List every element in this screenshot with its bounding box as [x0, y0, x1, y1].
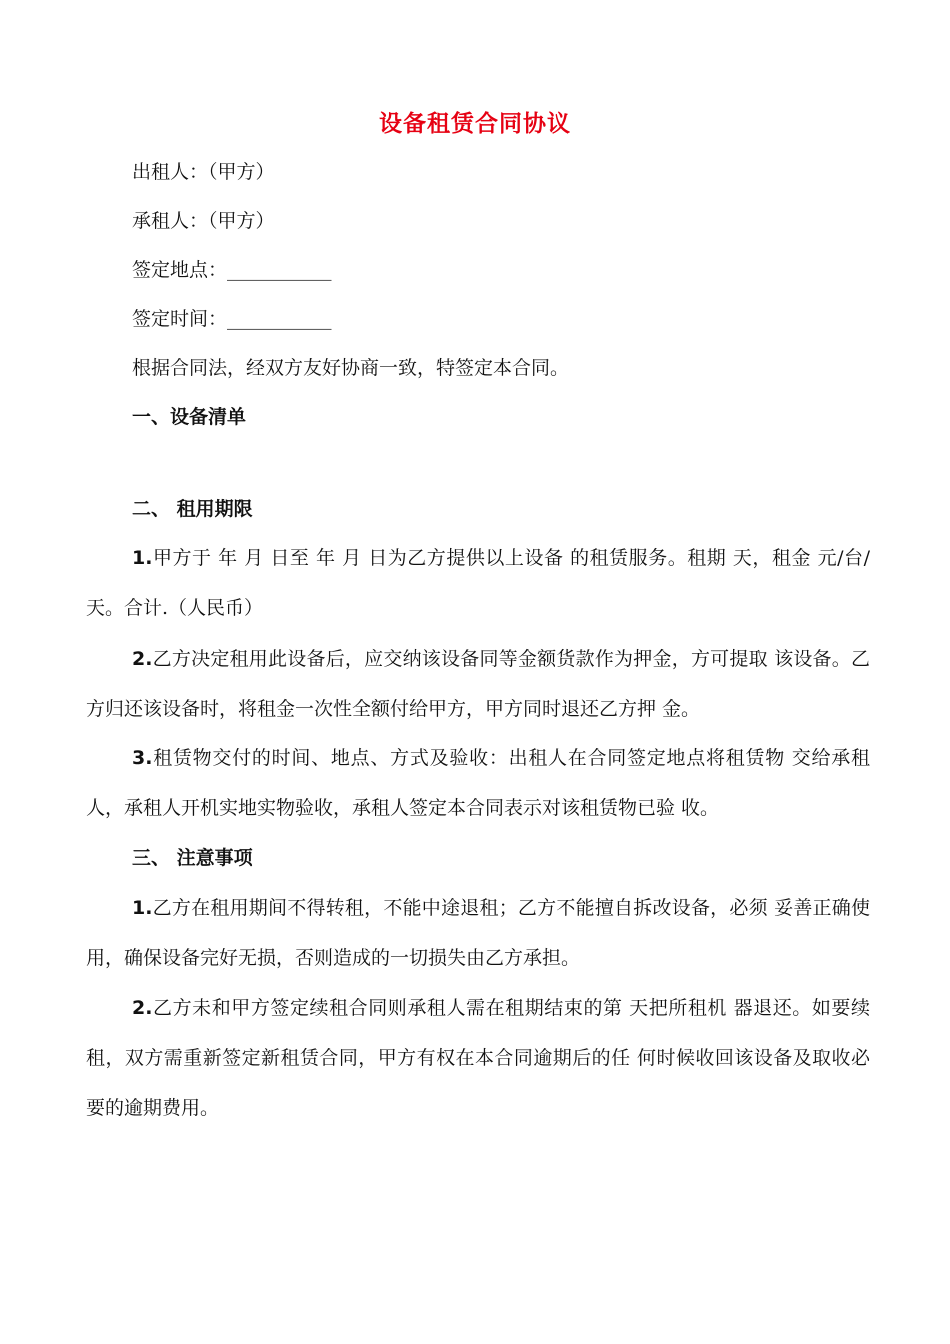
lessor-line: 出租人：（甲方）: [132, 161, 275, 183]
preamble-line: 根据合同法，经双方友好协商一致，特签定本合同。: [132, 357, 570, 379]
item-text: 租赁物交付的时间、地点、方式及验收：出租人在合同签定地点将租赁物 交给承租人，承租人开机实地实物验收，承租人签定本合同表示对该租赁物已验 收。: [86, 747, 870, 819]
item-text: 甲方于 年 月 日至 年 月 日为乙方提供以上设备 的租赁服务。租期 天，租金 元/台/天。合计.（人民币）: [86, 547, 870, 619]
item-number: 2.: [132, 648, 153, 670]
item-number: 3.: [132, 747, 153, 769]
item-text: 乙方未和甲方签定续租合同则承租人需在租期结束的第 天把所租机 器退还。如要续租，双方需重新签定新租赁合同，甲方有权在本合同逾期后的任 何时候收回该设备及取收必要的逾期费用。: [86, 997, 870, 1119]
section-2-item-3: [86, 733, 870, 833]
section-2-item-1: [86, 533, 870, 633]
section-3-heading: 三、 注意事项: [132, 847, 253, 869]
section-3-item-2: [86, 983, 870, 1133]
section-2-item-2: [86, 634, 870, 734]
section-1-heading: 一、设备清单: [132, 406, 247, 428]
item-number: 1.: [132, 897, 153, 919]
sign-time-line: 签定时间：___________: [132, 308, 332, 330]
lessee-line: 承租人：（甲方）: [132, 210, 275, 232]
item-number: 2.: [132, 997, 153, 1019]
item-number: 1.: [132, 547, 153, 569]
sign-place-line: 签定地点：___________: [132, 259, 332, 281]
item-text: 乙方决定租用此设备后，应交纳该设备同等金额货款作为押金，方可提取 该设备。乙方归还该设备时，将租金一次性全额付给甲方，甲方同时退还乙方押 金。: [86, 648, 870, 720]
section-2-heading: 二、 租用期限: [132, 498, 253, 520]
item-text: 乙方在租用期间不得转租，不能中途退租；乙方不能擅自拆改设备，必须 妥善正确使用，确保设备完好无损，否则造成的一切损失由乙方承担。: [86, 897, 870, 969]
document-title: 设备租赁合同协议: [379, 111, 571, 137]
section-3-item-1: [86, 883, 870, 983]
